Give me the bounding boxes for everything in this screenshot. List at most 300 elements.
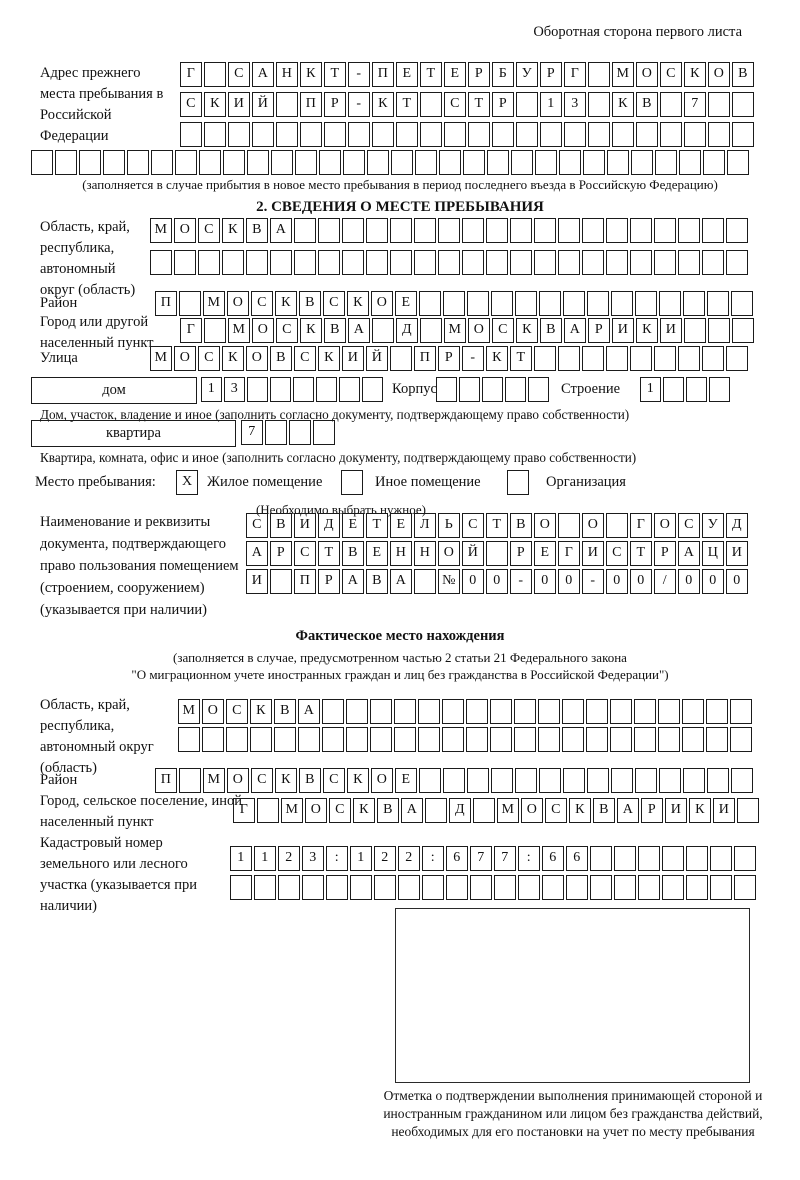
char-box: К [250,699,272,724]
char-box [658,699,680,724]
char-box [510,218,532,243]
char-box [276,122,298,147]
char-box: С [198,218,220,243]
char-box [342,218,364,243]
char-box [654,250,676,275]
char-box [482,377,503,402]
char-box: 0 [558,569,580,594]
char-box [468,122,490,147]
char-box: Р [318,569,340,594]
char-box: - [348,92,370,117]
char-box [535,150,557,175]
city-row [180,318,756,343]
actual-district-label: Район [40,772,78,788]
char-box [316,377,337,402]
char-box [390,218,412,243]
char-box: Е [395,768,417,793]
char-box: К [612,92,634,117]
char-box [708,92,730,117]
char-box [293,377,314,402]
char-box [654,218,676,243]
stamp-box [395,908,750,1083]
char-box [731,291,753,316]
char-box [419,768,441,793]
char-box [439,150,461,175]
char-box [606,346,628,371]
actual-city-row [233,798,761,823]
char-box: А [246,541,268,566]
char-box: И [246,569,268,594]
char-box: Г [180,318,202,343]
page-side-note: Оборотная сторона первого листа [533,24,742,40]
char-box: 0 [486,569,508,594]
char-box [466,727,488,752]
char-box [542,875,564,900]
char-box: С [294,541,316,566]
char-box [294,218,316,243]
char-box: 0 [630,569,652,594]
prev-address-label: Адрес прежнего места пребывания в Российской Федерации [40,65,164,144]
char-box: Т [468,92,490,117]
district-row [155,291,755,316]
stroenie-row [640,377,732,402]
char-box: : [518,846,540,871]
char-box [730,699,752,724]
char-box [491,291,513,316]
char-box: В [593,798,615,823]
char-box: В [299,291,321,316]
char-box [538,727,560,752]
stay-option-organization-label: Организация [546,474,626,490]
char-box [708,318,730,343]
char-box [534,250,556,275]
char-box: Р [468,62,490,87]
char-box [563,291,585,316]
char-box [558,513,580,538]
char-box: Г [233,798,255,823]
char-box: Р [438,346,460,371]
char-box: Ц [702,541,724,566]
char-box [394,699,416,724]
char-box [726,250,748,275]
char-box [396,122,418,147]
char-box: К [275,768,297,793]
char-box: О [636,62,658,87]
char-box: А [390,569,412,594]
char-box: 3 [564,92,586,117]
char-box [634,727,656,752]
char-box: М [444,318,466,343]
char-box [222,250,244,275]
char-box: О [246,346,268,371]
char-box: М [178,699,200,724]
char-box [442,727,464,752]
char-box: И [665,798,687,823]
char-box [558,218,580,243]
char-box [630,346,652,371]
char-box [587,291,609,316]
char-box [270,377,291,402]
region-label: Область, край, республика, автономный округ (область) [40,219,136,298]
char-box: Д [396,318,418,343]
char-box [443,291,465,316]
char-box: Р [510,541,532,566]
char-box [420,92,442,117]
char-box [636,122,658,147]
char-box [346,727,368,752]
char-box [295,150,317,175]
char-box: И [342,346,364,371]
char-box [588,92,610,117]
char-box [486,541,508,566]
char-box: В [324,318,346,343]
char-box [510,250,532,275]
char-box: О [582,513,604,538]
char-box: 1 [350,846,372,871]
actual-title: Фактическое место нахождения [295,628,505,644]
char-box [731,768,753,793]
char-box: 2 [374,846,396,871]
char-box [179,768,201,793]
char-box [204,122,226,147]
char-box [538,699,560,724]
char-box [734,875,756,900]
char-box [582,218,604,243]
char-box [683,291,705,316]
char-box [487,150,509,175]
char-box [204,318,226,343]
char-box [366,218,388,243]
char-box [630,218,652,243]
char-box: Т [324,62,346,87]
korpus-row [436,377,551,402]
char-box: К [222,218,244,243]
char-box: / [654,569,676,594]
char-box [564,122,586,147]
char-box [31,150,53,175]
char-box [606,218,628,243]
char-box: С [251,768,273,793]
char-box: 0 [462,569,484,594]
char-box: К [684,62,706,87]
char-box [179,291,201,316]
char-box [587,768,609,793]
char-box: Т [318,541,340,566]
char-box: И [582,541,604,566]
stay-checkbox-other-premises [341,470,363,495]
stay-note: (Необходимо выбрать нужное) [255,502,427,517]
char-box [631,150,653,175]
char-box [374,875,396,900]
char-box [246,250,268,275]
char-box [228,122,250,147]
char-box [348,122,370,147]
char-box [462,250,484,275]
stay-type-label: Место пребывания: [35,474,156,490]
actual-note-1: (заполняется в случае, предусмотренном частью 2 статьи 21 Федерального закона [173,650,627,665]
char-box: И [660,318,682,343]
char-box [678,346,700,371]
char-box: - [582,569,604,594]
house-number-row [201,377,385,402]
char-box [582,250,604,275]
char-box: К [372,92,394,117]
char-box [654,346,676,371]
char-box: В [540,318,562,343]
char-box [180,122,202,147]
char-box [322,699,344,724]
char-box: У [702,513,724,538]
char-box: Е [342,513,364,538]
char-box: Л [414,513,436,538]
char-box: Е [444,62,466,87]
char-box: Н [414,541,436,566]
actual-region-row-2 [178,727,754,752]
char-box [659,768,681,793]
char-box: 1 [540,92,562,117]
char-box: П [155,768,177,793]
char-box: Т [420,62,442,87]
char-box [590,875,612,900]
char-box: А [401,798,423,823]
char-box: : [326,846,348,871]
char-box: 7 [470,846,492,871]
char-box [491,768,513,793]
char-box: А [348,318,370,343]
char-box [319,150,341,175]
char-box: - [348,62,370,87]
char-box: Й [366,346,388,371]
char-box [606,513,628,538]
char-box [420,122,442,147]
char-box [199,150,221,175]
district-label: Район [40,295,78,311]
char-box: К [636,318,658,343]
char-box: 7 [241,420,263,445]
char-box: О [468,318,490,343]
char-box [150,250,172,275]
char-box [372,318,394,343]
char-box: Т [366,513,388,538]
char-box: В [246,218,268,243]
stay-option-residential-label: Жилое помещение [207,474,323,490]
char-box: 1 [640,377,661,402]
char-box: М [150,218,172,243]
char-box: О [227,768,249,793]
char-box: П [300,92,322,117]
char-box [390,250,412,275]
char-box [370,727,392,752]
char-box [178,727,200,752]
char-box [490,699,512,724]
char-box [614,846,636,871]
char-box: О [252,318,274,343]
char-box [226,727,248,752]
char-box [707,768,729,793]
char-box [230,875,252,900]
char-box: Б [492,62,514,87]
char-box [254,875,276,900]
char-box: М [203,768,225,793]
char-box: Д [318,513,340,538]
char-box [588,62,610,87]
char-box: О [534,513,556,538]
char-box [540,122,562,147]
prev-address-row-3 [180,122,756,147]
char-box: 7 [494,846,516,871]
char-box: С [180,92,202,117]
char-box: Е [390,513,412,538]
char-box [276,92,298,117]
char-box [490,727,512,752]
char-box [682,699,704,724]
char-box [732,318,754,343]
char-box [558,346,580,371]
char-box [516,92,538,117]
char-box [223,150,245,175]
char-box: А [298,699,320,724]
char-box [709,377,730,402]
char-box [446,875,468,900]
char-box [727,150,749,175]
char-box: С [246,513,268,538]
char-box [679,150,701,175]
char-box [562,699,584,724]
char-box: В [377,798,399,823]
char-box [528,377,549,402]
char-box [318,250,340,275]
char-box [322,727,344,752]
char-box [436,377,457,402]
char-box: 3 [302,846,324,871]
char-box: К [347,768,369,793]
char-box: И [726,541,748,566]
char-box: Г [564,62,586,87]
char-box [684,318,706,343]
char-box: - [510,569,532,594]
char-box: С [198,346,220,371]
char-box: М [281,798,303,823]
doc-label: Наименование и реквизиты документа, подтверждающего право пользования помещением (строением, сооружением) (указывается при наличии) [40,514,239,618]
char-box: К [486,346,508,371]
char-box [710,846,732,871]
char-box: 1 [201,377,222,402]
char-box [611,291,633,316]
char-box [127,150,149,175]
char-box [514,727,536,752]
char-box: 0 [702,569,724,594]
char-box [634,699,656,724]
stay-checkbox-organization [507,470,529,495]
char-box [703,150,725,175]
char-box: С [251,291,273,316]
cadastral-label: Кадастровый номер земельного или лесного участка (указывается при наличии) [40,835,197,914]
char-box [683,768,705,793]
char-box: М [150,346,172,371]
char-box: О [521,798,543,823]
char-box [686,875,708,900]
char-box: П [155,291,177,316]
char-box: Й [462,541,484,566]
char-box [486,218,508,243]
char-box [470,875,492,900]
char-box: Р [492,92,514,117]
doc-row-3 [246,569,750,594]
prev-address-row-1 [180,62,756,87]
char-box [660,122,682,147]
city-label: Город или другой населенный пункт [40,314,154,351]
char-box [367,150,389,175]
char-box [247,377,268,402]
char-box [515,291,537,316]
char-box [515,768,537,793]
char-box: И [294,513,316,538]
char-box [55,150,77,175]
char-box: О [438,541,460,566]
char-box: К [516,318,538,343]
char-box: В [510,513,532,538]
char-box [582,346,604,371]
char-box [250,727,272,752]
char-box [606,250,628,275]
region-row-2 [150,250,750,275]
char-box [175,150,197,175]
char-box [198,250,220,275]
char-box [559,150,581,175]
apartment-number-row [241,420,337,445]
char-box [635,291,657,316]
char-box: 1 [230,846,252,871]
char-box [658,727,680,752]
char-box [343,150,365,175]
char-box [257,798,279,823]
char-box [659,291,681,316]
char-box [706,699,728,724]
char-box [252,122,274,147]
char-box [473,798,495,823]
char-box [702,346,724,371]
char-box [202,727,224,752]
actual-city-label: Город, сельское поселение, иной населенный пункт [40,793,243,830]
char-box [466,699,488,724]
char-box: Г [558,541,580,566]
char-box: О [371,768,393,793]
char-box [614,875,636,900]
char-box: Н [276,62,298,87]
char-box: М [497,798,519,823]
char-box [463,150,485,175]
char-box: О [174,346,196,371]
char-box: С [545,798,567,823]
char-box [418,727,440,752]
char-box [612,122,634,147]
char-box [732,122,754,147]
char-box: В [636,92,658,117]
cadastral-row-2 [230,875,758,900]
char-box: К [318,346,340,371]
char-box [350,875,372,900]
char-box: П [414,346,436,371]
char-box [505,377,526,402]
char-box: Р [641,798,663,823]
house-note: Дом, участок, владение и иное (заполнить согласно документу, подтверждающему право собственности) [40,407,630,422]
char-box [298,727,320,752]
doc-row-2 [246,541,750,566]
char-box [726,346,748,371]
char-box: 2 [278,846,300,871]
char-box [514,699,536,724]
char-box: М [228,318,250,343]
